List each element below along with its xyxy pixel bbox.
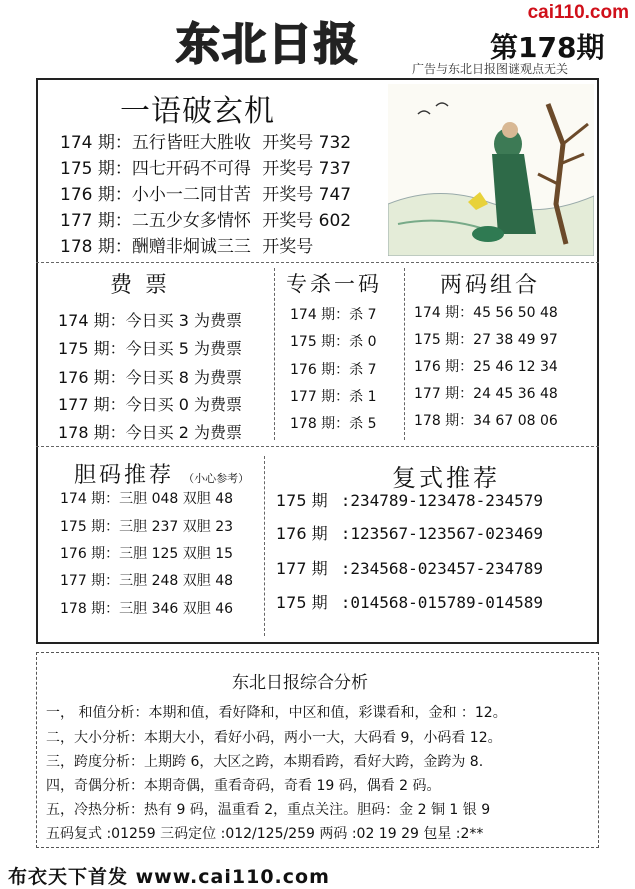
riddle-text: ：四七开码不可得	[114, 159, 251, 179]
award-number: 开奖号 732	[262, 133, 352, 153]
dan-row: 177 期：三胆 248 双胆 48	[60, 573, 234, 589]
period-label: 176 期	[276, 524, 328, 543]
fushi-value: :234568-023457-234789	[340, 559, 544, 578]
two-code-row: 178 期：34 67 08 06	[414, 413, 558, 429]
two-code-row: 175 期：27 38 49 97	[414, 332, 558, 348]
dan-row: 176 期：三胆 125 双胆 15	[60, 546, 234, 562]
analysis-row: 三，跨度分析：上期跨 6，大区之跨，本期看跨，看好大跨，金跨为 8.	[46, 754, 484, 770]
fushi-row	[276, 556, 543, 579]
divider	[36, 262, 599, 263]
site-watermark: cai110.com	[527, 2, 629, 23]
two-code-row: 177 期：24 45 36 48	[414, 386, 558, 402]
fushi-row	[276, 521, 543, 544]
riddle-illustration	[388, 84, 594, 256]
fee-row: 176 期：今日买 8 为费票	[58, 368, 242, 387]
masthead-title: 东北日报	[176, 19, 360, 70]
kill-row: 176 期：杀 7	[290, 362, 377, 378]
riddle-text: ：五行皆旺大胜收	[114, 133, 251, 153]
kill-row: 177 期：杀 1	[290, 389, 377, 405]
fee-title: 费 票	[110, 273, 170, 298]
dan-row: 174 期：三胆 048 双胆 48	[60, 491, 234, 507]
riddle-row	[60, 154, 351, 179]
divider	[274, 268, 275, 440]
analysis-row: 二，大小分析：本期大小，看好小码，两小一大，大码看 9，小码看 12。	[46, 730, 502, 746]
kill-row: 175 期：杀 0	[290, 334, 377, 350]
riddle-text: ：酬赠非炯诚三三	[114, 237, 251, 257]
analysis-row: 五，冷热分析：热有 9 码，温重看 2，重点关注。胆码：金 2 铜 1 银 9	[46, 802, 491, 818]
dan-row: 175 期：三胆 237 双胆 23	[60, 519, 234, 535]
divider	[404, 268, 405, 440]
kill-row: 178 期：杀 5	[290, 416, 377, 432]
riddle-row	[60, 128, 351, 153]
dan-title	[74, 458, 249, 489]
footer-credit: 布衣天下首发 www.cai110.com	[8, 866, 330, 888]
kill-title: 专杀一码	[286, 272, 382, 296]
fushi-row	[276, 590, 543, 613]
award-number: 开奖号	[262, 237, 314, 257]
two-code-title: 两码组合	[440, 273, 541, 298]
analysis-row: 四，奇偶分析：本期奇偶，重看奇码，奇看 19 码，偶看 2 码。	[46, 778, 441, 794]
award-number: 开奖号 747	[262, 185, 352, 205]
dan-title-text: 胆码推荐	[74, 463, 175, 488]
fee-row: 177 期：今日买 0 为费票	[58, 395, 242, 414]
period-label: 174 期	[60, 133, 115, 153]
fee-row: 174 期：今日买 3 为费票	[58, 311, 242, 330]
riddle-row	[60, 206, 351, 231]
riddle-title: 一语破玄机	[120, 94, 275, 129]
period-label: 178 期	[60, 237, 115, 257]
fushi-value: :014568-015789-014589	[340, 593, 544, 612]
period-label: 177 期	[276, 559, 328, 578]
fushi-value: :123567-123567-023469	[340, 524, 544, 543]
kill-row: 174 期：杀 7	[290, 307, 377, 323]
riddle-row	[60, 232, 313, 257]
dan-note: （小心参考）	[183, 472, 250, 485]
divider	[264, 456, 265, 636]
dan-row: 178 期：三胆 346 双胆 46	[60, 601, 234, 617]
issue-number: 第178期	[490, 31, 605, 64]
period-label: 175 期	[276, 491, 328, 510]
award-number: 开奖号 602	[262, 211, 352, 231]
divider	[36, 446, 599, 447]
riddle-text: ：二五少女多情怀	[114, 211, 251, 231]
analysis-row: 五码复式 :01259 三码定位 :012/125/259 两码 :02 19 29 包星 :2**	[46, 826, 484, 842]
award-number: 开奖号 737	[262, 159, 352, 179]
fushi-title: 复式推荐	[392, 464, 500, 492]
period-label: 176 期	[60, 185, 115, 205]
two-code-row: 176 期：25 46 12 34	[414, 359, 558, 375]
analysis-title: 东北日报综合分析	[232, 673, 368, 693]
fee-row: 175 期：今日买 5 为费票	[58, 339, 242, 358]
fushi-row	[276, 488, 543, 511]
fushi-value: :234789-123478-234579	[340, 491, 544, 510]
riddle-row	[60, 180, 351, 205]
fee-row: 178 期：今日买 2 为费票	[58, 423, 242, 442]
period-label: 177 期	[60, 211, 115, 231]
riddle-text: ：小小一二同甘苦	[114, 185, 251, 205]
period-label: 175 期	[60, 159, 115, 179]
two-code-row: 174 期：45 56 50 48	[414, 305, 558, 321]
disclaimer: 广告与东北日报图谜观点无关	[412, 62, 569, 76]
analysis-row: 一， 和值分析：本期和值，看好降和，中区和值，彩谍看和，金和 ：12。	[46, 705, 507, 721]
period-label: 175 期	[276, 593, 328, 612]
